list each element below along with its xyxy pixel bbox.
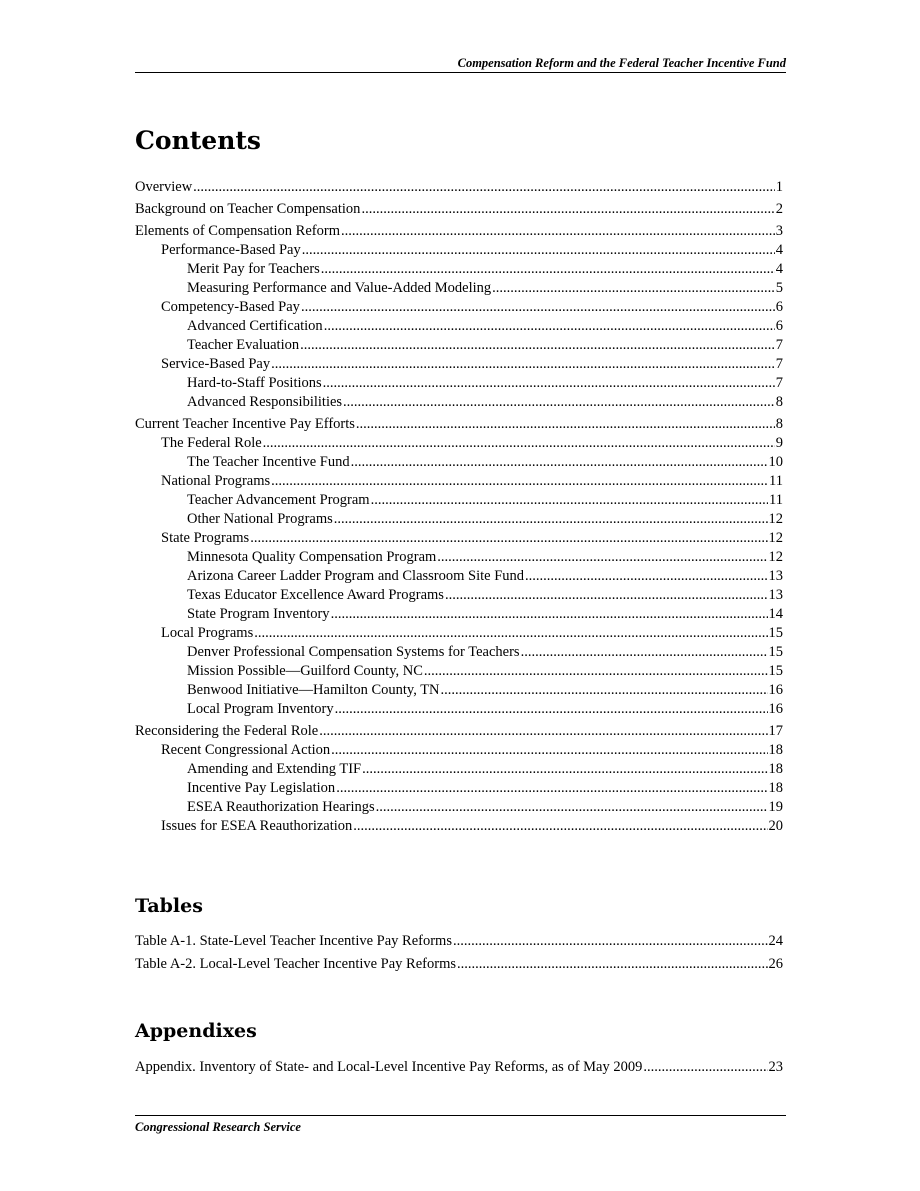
toc-entry-page-number: 15 [768, 625, 783, 641]
toc-dot-leader [445, 586, 768, 605]
toc-entry[interactable] [135, 336, 783, 355]
toc-entry-title: Local Program Inventory [187, 701, 334, 717]
toc-entry[interactable] [135, 374, 783, 393]
toc-dot-leader [335, 700, 768, 719]
toc-entry[interactable] [135, 605, 783, 624]
toc-entry-page-number: 11 [769, 473, 783, 489]
toc-dot-leader [492, 279, 775, 298]
toc-entry-page-number: 11 [769, 492, 783, 508]
toc-entry-page-number: 7 [775, 337, 783, 353]
toc-entry[interactable] [135, 222, 783, 241]
toc-entry-page-number: 4 [775, 261, 783, 277]
toc-entry[interactable] [135, 178, 783, 197]
contents-toc-list [135, 178, 783, 836]
toc-entry-page-number: 19 [768, 799, 783, 815]
toc-dot-leader [371, 491, 768, 510]
toc-entry[interactable] [135, 529, 783, 548]
toc-entry-page-number: 18 [768, 780, 783, 796]
toc-entry-title: Arizona Career Ladder Program and Classroom Site Fund [187, 568, 525, 584]
toc-entry[interactable] [135, 722, 783, 741]
toc-entry-page-number: 24 [768, 933, 783, 949]
toc-entry-title: Issues for ESEA Reauthorization [161, 818, 353, 834]
toc-entry[interactable] [135, 741, 783, 760]
toc-dot-leader [361, 200, 774, 219]
toc-entry[interactable] [135, 624, 783, 643]
running-header: Compensation Reform and the Federal Teacher Incentive Fund [457, 56, 786, 70]
toc-entry-page-number: 3 [775, 223, 783, 239]
toc-entry[interactable] [135, 317, 783, 336]
toc-entry-page-number: 18 [768, 761, 783, 777]
toc-dot-leader [321, 260, 775, 279]
toc-entry[interactable] [135, 681, 783, 700]
toc-entry-title: Hard-to-Staff Positions [187, 375, 322, 391]
toc-dot-leader [334, 510, 768, 529]
toc-entry-title: Minnesota Quality Compensation Program [187, 549, 437, 565]
toc-entry-title: Local Programs [161, 625, 254, 641]
toc-dot-leader [525, 567, 767, 586]
toc-entry-title: Elements of Compensation Reform [135, 223, 340, 239]
running-footer: Congressional Research Service [135, 1120, 301, 1134]
toc-entry[interactable] [135, 260, 783, 279]
toc-dot-leader [643, 1058, 767, 1077]
toc-entry[interactable] [135, 1058, 783, 1077]
toc-entry-page-number: 13 [768, 568, 783, 584]
toc-entry-title: Recent Congressional Action [161, 742, 331, 758]
toc-entry-page-number: 9 [775, 435, 783, 451]
toc-entry-title: The Teacher Incentive Fund [187, 454, 350, 470]
toc-dot-leader [441, 681, 768, 700]
toc-entry-page-number: 1 [775, 179, 783, 195]
toc-entry-title: Incentive Pay Legislation [187, 780, 336, 796]
toc-entry-page-number: 12 [768, 549, 783, 565]
toc-dot-leader [331, 741, 767, 760]
toc-entry[interactable] [135, 298, 783, 317]
toc-entry-title: Performance-Based Pay [161, 242, 301, 258]
toc-entry[interactable] [135, 567, 783, 586]
appendixes-heading: Appendixes [135, 1020, 257, 1042]
toc-entry-title: Advanced Certification [187, 318, 323, 334]
toc-dot-leader [319, 722, 767, 741]
toc-entry-page-number: 7 [775, 356, 783, 372]
toc-entry[interactable] [135, 415, 783, 434]
toc-dot-leader [250, 529, 767, 548]
toc-entry-page-number: 4 [775, 242, 783, 258]
toc-entry[interactable] [135, 662, 783, 681]
toc-dot-leader [301, 298, 775, 317]
appendixes-toc-list [135, 1058, 783, 1081]
toc-entry-page-number: 15 [768, 663, 783, 679]
toc-dot-leader [254, 624, 767, 643]
toc-entry-title: ESEA Reauthorization Hearings [187, 799, 375, 815]
toc-entry-page-number: 26 [768, 956, 783, 972]
toc-entry[interactable] [135, 355, 783, 374]
toc-entry-page-number: 6 [775, 299, 783, 315]
toc-entry-title: Current Teacher Incentive Pay Efforts [135, 416, 355, 432]
tables-toc-list [135, 932, 783, 978]
toc-entry-page-number: 16 [768, 701, 783, 717]
toc-entry[interactable] [135, 700, 783, 719]
toc-entry[interactable] [135, 393, 783, 412]
toc-dot-leader [343, 393, 775, 412]
toc-dot-leader [521, 643, 768, 662]
toc-entry-page-number: 12 [768, 511, 783, 527]
toc-entry-page-number: 15 [768, 644, 783, 660]
toc-entry-title: State Programs [161, 530, 250, 546]
toc-dot-leader [336, 779, 767, 798]
toc-entry-title: Measuring Performance and Value-Added Modeling [187, 280, 492, 296]
toc-entry[interactable] [135, 510, 783, 529]
toc-entry-title: Merit Pay for Teachers [187, 261, 320, 277]
toc-entry-title: Denver Professional Compensation Systems for Teachers [187, 644, 520, 660]
toc-entry-page-number: 17 [768, 723, 783, 739]
toc-entry[interactable] [135, 643, 783, 662]
toc-dot-leader [453, 932, 768, 951]
toc-entry-page-number: 12 [768, 530, 783, 546]
toc-entry-page-number: 5 [775, 280, 783, 296]
toc-dot-leader [362, 760, 767, 779]
toc-entry[interactable] [135, 798, 783, 817]
toc-entry-page-number: 16 [768, 682, 783, 698]
toc-entry-title: Teacher Advancement Program [187, 492, 370, 508]
toc-dot-leader [193, 178, 775, 197]
toc-entry-page-number: 10 [768, 454, 783, 470]
toc-entry-title: The Federal Role [161, 435, 262, 451]
toc-entry-page-number: 23 [768, 1059, 783, 1075]
toc-entry[interactable] [135, 200, 783, 219]
toc-entry-title: Competency-Based Pay [161, 299, 300, 315]
toc-entry-page-number: 2 [775, 201, 783, 217]
toc-entry[interactable] [135, 586, 783, 605]
toc-entry-page-number: 8 [775, 394, 783, 410]
toc-entry-title: Benwood Initiative—Hamilton County, TN [187, 682, 440, 698]
toc-entry-title: Service-Based Pay [161, 356, 271, 372]
toc-entry-title: Teacher Evaluation [187, 337, 300, 353]
toc-entry-title: Amending and Extending TIF [187, 761, 362, 777]
toc-dot-leader [302, 241, 775, 260]
contents-heading: Contents [135, 126, 262, 155]
toc-entry-page-number: 18 [768, 742, 783, 758]
toc-entry[interactable] [135, 491, 783, 510]
toc-entry[interactable] [135, 453, 783, 472]
toc-entry-title: Appendix. Inventory of State- and Local-Level Incentive Pay Reforms, as of May 2009 [135, 1059, 643, 1075]
toc-entry-title: State Program Inventory [187, 606, 330, 622]
toc-entry[interactable] [135, 241, 783, 260]
toc-entry-title: Background on Teacher Compensation [135, 201, 361, 217]
toc-dot-leader [331, 605, 768, 624]
toc-entry[interactable] [135, 932, 783, 951]
toc-entry-page-number: 20 [768, 818, 783, 834]
toc-dot-leader [356, 415, 775, 434]
toc-entry[interactable] [135, 472, 783, 491]
toc-entry[interactable] [135, 279, 783, 298]
header-rule [135, 72, 786, 73]
toc-entry-title: Reconsidering the Federal Role [135, 723, 319, 739]
toc-entry[interactable] [135, 817, 783, 836]
toc-dot-leader [271, 355, 775, 374]
toc-entry-page-number: 13 [768, 587, 783, 603]
toc-entry-title: Texas Educator Excellence Award Programs [187, 587, 444, 603]
toc-entry-title: Overview [135, 179, 193, 195]
tables-heading: Tables [135, 895, 203, 917]
toc-entry-page-number: 8 [775, 416, 783, 432]
footer-rule [135, 1115, 786, 1116]
toc-dot-leader [376, 798, 768, 817]
toc-entry-page-number: 6 [775, 318, 783, 334]
toc-dot-leader [323, 374, 775, 393]
toc-dot-leader [351, 453, 768, 472]
toc-dot-leader [324, 317, 775, 336]
toc-entry[interactable] [135, 779, 783, 798]
toc-entry-page-number: 7 [775, 375, 783, 391]
toc-dot-leader [457, 955, 768, 974]
toc-entry-page-number: 14 [768, 606, 783, 622]
toc-dot-leader [271, 472, 768, 491]
toc-entry[interactable] [135, 548, 783, 567]
toc-entry[interactable] [135, 955, 783, 974]
toc-entry-title: Mission Possible—Guilford County, NC [187, 663, 423, 679]
toc-entry-title: Advanced Responsibilities [187, 394, 343, 410]
toc-dot-leader [437, 548, 767, 567]
toc-entry-title: Table A-1. State-Level Teacher Incentive Pay Reforms [135, 933, 452, 949]
toc-entry[interactable] [135, 760, 783, 779]
toc-dot-leader [263, 434, 775, 453]
toc-entry-title: Table A-2. Local-Level Teacher Incentive Pay Reforms [135, 956, 456, 972]
toc-dot-leader [300, 336, 775, 355]
toc-dot-leader [424, 662, 768, 681]
toc-entry-title: Other National Programs [187, 511, 333, 527]
toc-entry[interactable] [135, 434, 783, 453]
toc-dot-leader [341, 222, 775, 241]
toc-entry-title: National Programs [161, 473, 271, 489]
toc-dot-leader [353, 817, 767, 836]
